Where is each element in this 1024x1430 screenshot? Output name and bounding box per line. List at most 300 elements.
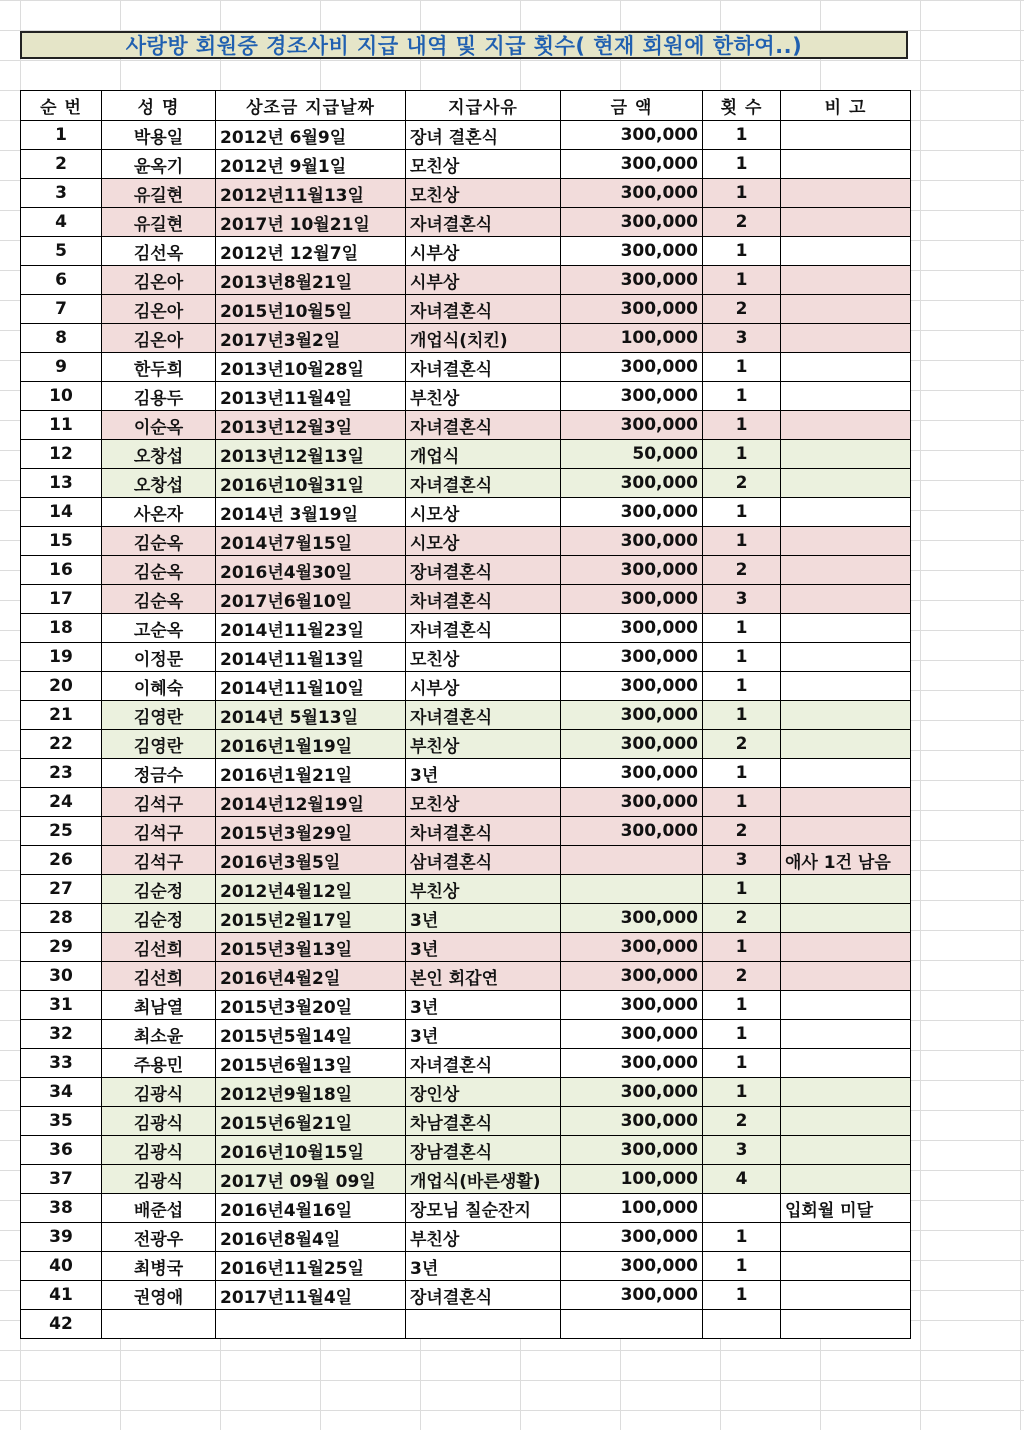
cell-no[interactable]: 41: [21, 1281, 102, 1310]
cell-no[interactable]: 10: [21, 382, 102, 411]
cell-note[interactable]: [781, 469, 911, 498]
cell-note[interactable]: [781, 266, 911, 295]
cell-amount[interactable]: 300,000: [561, 1078, 703, 1107]
cell-note[interactable]: [781, 1078, 911, 1107]
cell-name[interactable]: 김광식: [102, 1107, 216, 1136]
cell-note[interactable]: [781, 875, 911, 904]
cell-no[interactable]: 26: [21, 846, 102, 875]
cell-count[interactable]: 1: [703, 1049, 781, 1078]
cell-count[interactable]: 2: [703, 817, 781, 846]
cell-count[interactable]: 1: [703, 643, 781, 672]
cell-reason[interactable]: 3년: [406, 1020, 561, 1049]
cell-count[interactable]: 2: [703, 730, 781, 759]
cell-note[interactable]: [781, 991, 911, 1020]
cell-amount[interactable]: 300,000: [561, 382, 703, 411]
cell-name[interactable]: 박용일: [102, 121, 216, 150]
cell-note[interactable]: [781, 643, 911, 672]
cell-reason[interactable]: 차녀결혼식: [406, 585, 561, 614]
cell-reason[interactable]: 모친상: [406, 179, 561, 208]
cell-count[interactable]: 1: [703, 614, 781, 643]
cell-date[interactable]: 2012년 6월9일: [216, 121, 406, 150]
cell-date[interactable]: 2016년1월19일: [216, 730, 406, 759]
cell-date[interactable]: [216, 1310, 406, 1339]
cell-amount[interactable]: 300,000: [561, 266, 703, 295]
cell-amount[interactable]: 300,000: [561, 179, 703, 208]
cell-amount[interactable]: 300,000: [561, 353, 703, 382]
cell-date[interactable]: 2016년4월30일: [216, 556, 406, 585]
cell-reason[interactable]: 장인상: [406, 1078, 561, 1107]
cell-reason[interactable]: 장녀결혼식: [406, 556, 561, 585]
cell-amount[interactable]: 300,000: [561, 614, 703, 643]
cell-name[interactable]: 김광식: [102, 1165, 216, 1194]
cell-reason[interactable]: 3년: [406, 933, 561, 962]
cell-count[interactable]: 3: [703, 1136, 781, 1165]
cell-count[interactable]: 1: [703, 237, 781, 266]
cell-amount[interactable]: 300,000: [561, 1049, 703, 1078]
cell-name[interactable]: 김영란: [102, 730, 216, 759]
cell-date[interactable]: 2013년11월4일: [216, 382, 406, 411]
cell-reason[interactable]: 자녀결혼식: [406, 208, 561, 237]
cell-reason[interactable]: 본인 회갑연: [406, 962, 561, 991]
cell-name[interactable]: 김영란: [102, 701, 216, 730]
cell-note[interactable]: [781, 411, 911, 440]
cell-amount[interactable]: 100,000: [561, 1194, 703, 1223]
cell-amount[interactable]: 300,000: [561, 730, 703, 759]
cell-no[interactable]: 27: [21, 875, 102, 904]
cell-amount[interactable]: 300,000: [561, 1020, 703, 1049]
cell-no[interactable]: 12: [21, 440, 102, 469]
cell-reason[interactable]: 3년: [406, 1252, 561, 1281]
cell-note[interactable]: [781, 382, 911, 411]
cell-name[interactable]: 한두희: [102, 353, 216, 382]
cell-date[interactable]: 2017년 10월21일: [216, 208, 406, 237]
cell-count[interactable]: 1: [703, 991, 781, 1020]
cell-date[interactable]: 2015년2월17일: [216, 904, 406, 933]
cell-date[interactable]: 2014년11월10일: [216, 672, 406, 701]
cell-amount[interactable]: 300,000: [561, 788, 703, 817]
cell-count[interactable]: 4: [703, 1165, 781, 1194]
cell-no[interactable]: 29: [21, 933, 102, 962]
col-header-date[interactable]: 상조금 지급날짜: [216, 91, 406, 121]
cell-date[interactable]: 2015년6월13일: [216, 1049, 406, 1078]
cell-reason[interactable]: 장녀결혼식: [406, 1281, 561, 1310]
cell-note[interactable]: [781, 1252, 911, 1281]
cell-amount[interactable]: 300,000: [561, 295, 703, 324]
cell-amount[interactable]: 300,000: [561, 208, 703, 237]
cell-amount[interactable]: 300,000: [561, 1252, 703, 1281]
cell-amount[interactable]: 300,000: [561, 672, 703, 701]
cell-reason[interactable]: 시부상: [406, 266, 561, 295]
cell-name[interactable]: 이혜숙: [102, 672, 216, 701]
cell-note[interactable]: [781, 962, 911, 991]
cell-amount[interactable]: [561, 875, 703, 904]
cell-reason[interactable]: 장녀 결혼식: [406, 121, 561, 150]
cell-no[interactable]: 28: [21, 904, 102, 933]
cell-amount[interactable]: 100,000: [561, 324, 703, 353]
cell-name[interactable]: 김온아: [102, 266, 216, 295]
cell-date[interactable]: 2016년3월5일: [216, 846, 406, 875]
cell-note[interactable]: [781, 324, 911, 353]
cell-note[interactable]: 입회월 미달: [781, 1194, 911, 1223]
cell-no[interactable]: 37: [21, 1165, 102, 1194]
cell-date[interactable]: 2017년3월2일: [216, 324, 406, 353]
cell-date[interactable]: 2014년 3월19일: [216, 498, 406, 527]
cell-count[interactable]: 1: [703, 1078, 781, 1107]
cell-amount[interactable]: 300,000: [561, 991, 703, 1020]
cell-name[interactable]: 김온아: [102, 324, 216, 353]
cell-no[interactable]: 34: [21, 1078, 102, 1107]
cell-reason[interactable]: 개업식(치킨): [406, 324, 561, 353]
cell-date[interactable]: 2017년11월4일: [216, 1281, 406, 1310]
cell-note[interactable]: [781, 237, 911, 266]
cell-no[interactable]: 16: [21, 556, 102, 585]
cell-count[interactable]: 1: [703, 179, 781, 208]
cell-name[interactable]: 김석구: [102, 846, 216, 875]
cell-reason[interactable]: 차남결혼식: [406, 1107, 561, 1136]
cell-date[interactable]: 2016년4월16일: [216, 1194, 406, 1223]
cell-date[interactable]: 2012년4월12일: [216, 875, 406, 904]
cell-amount[interactable]: 300,000: [561, 556, 703, 585]
cell-name[interactable]: 김선희: [102, 933, 216, 962]
cell-name[interactable]: 김온아: [102, 295, 216, 324]
cell-name[interactable]: 최소윤: [102, 1020, 216, 1049]
cell-reason[interactable]: 자녀결혼식: [406, 614, 561, 643]
cell-no[interactable]: 14: [21, 498, 102, 527]
cell-amount[interactable]: 300,000: [561, 759, 703, 788]
cell-date[interactable]: 2014년11월13일: [216, 643, 406, 672]
cell-no[interactable]: 7: [21, 295, 102, 324]
cell-date[interactable]: 2017년 09월 09일: [216, 1165, 406, 1194]
cell-date[interactable]: 2012년11월13일: [216, 179, 406, 208]
cell-no[interactable]: 25: [21, 817, 102, 846]
cell-count[interactable]: 1: [703, 382, 781, 411]
cell-amount[interactable]: 300,000: [561, 150, 703, 179]
cell-amount[interactable]: 300,000: [561, 904, 703, 933]
cell-name[interactable]: [102, 1310, 216, 1339]
cell-note[interactable]: [781, 904, 911, 933]
cell-date[interactable]: 2015년3월20일: [216, 991, 406, 1020]
cell-reason[interactable]: 시모상: [406, 527, 561, 556]
cell-date[interactable]: 2014년 5월13일: [216, 701, 406, 730]
cell-date[interactable]: 2015년3월13일: [216, 933, 406, 962]
cell-no[interactable]: 33: [21, 1049, 102, 1078]
cell-count[interactable]: 2: [703, 469, 781, 498]
cell-name[interactable]: 이순옥: [102, 411, 216, 440]
cell-no[interactable]: 38: [21, 1194, 102, 1223]
cell-reason[interactable]: 부친상: [406, 875, 561, 904]
cell-reason[interactable]: 개업식(바른생활): [406, 1165, 561, 1194]
cell-no[interactable]: 11: [21, 411, 102, 440]
cell-no[interactable]: 17: [21, 585, 102, 614]
cell-count[interactable]: 1: [703, 121, 781, 150]
cell-amount[interactable]: 300,000: [561, 933, 703, 962]
cell-no[interactable]: 42: [21, 1310, 102, 1339]
cell-date[interactable]: 2013년10월28일: [216, 353, 406, 382]
cell-reason[interactable]: 자녀결혼식: [406, 469, 561, 498]
cell-note[interactable]: [781, 1020, 911, 1049]
cell-amount[interactable]: 300,000: [561, 1281, 703, 1310]
cell-note[interactable]: 애사 1건 남음: [781, 846, 911, 875]
cell-amount[interactable]: [561, 846, 703, 875]
cell-name[interactable]: 김광식: [102, 1136, 216, 1165]
cell-no[interactable]: 35: [21, 1107, 102, 1136]
cell-date[interactable]: 2012년 12월7일: [216, 237, 406, 266]
cell-reason[interactable]: 3년: [406, 904, 561, 933]
cell-no[interactable]: 18: [21, 614, 102, 643]
cell-reason[interactable]: 자녀결혼식: [406, 353, 561, 382]
cell-count[interactable]: 1: [703, 440, 781, 469]
cell-no[interactable]: 32: [21, 1020, 102, 1049]
cell-count[interactable]: 3: [703, 324, 781, 353]
cell-name[interactable]: 사온자: [102, 498, 216, 527]
cell-count[interactable]: [703, 1194, 781, 1223]
cell-no[interactable]: 40: [21, 1252, 102, 1281]
cell-count[interactable]: 1: [703, 788, 781, 817]
cell-no[interactable]: 6: [21, 266, 102, 295]
cell-no[interactable]: 21: [21, 701, 102, 730]
cell-name[interactable]: 유길현: [102, 208, 216, 237]
cell-amount[interactable]: 300,000: [561, 1223, 703, 1252]
col-header-name[interactable]: 성 명: [102, 91, 216, 121]
cell-no[interactable]: 24: [21, 788, 102, 817]
col-header-note[interactable]: 비 고: [781, 91, 911, 121]
cell-no[interactable]: 1: [21, 121, 102, 150]
cell-note[interactable]: [781, 179, 911, 208]
cell-date[interactable]: 2015년10월5일: [216, 295, 406, 324]
cell-no[interactable]: 23: [21, 759, 102, 788]
cell-amount[interactable]: 50,000: [561, 440, 703, 469]
cell-reason[interactable]: 장모님 칠순잔지: [406, 1194, 561, 1223]
cell-note[interactable]: [781, 614, 911, 643]
cell-name[interactable]: 김순옥: [102, 556, 216, 585]
cell-date[interactable]: 2012년9월18일: [216, 1078, 406, 1107]
cell-count[interactable]: 2: [703, 208, 781, 237]
cell-note[interactable]: [781, 672, 911, 701]
cell-note[interactable]: [781, 1107, 911, 1136]
cell-reason[interactable]: 부친상: [406, 730, 561, 759]
cell-name[interactable]: 김순옥: [102, 585, 216, 614]
cell-name[interactable]: 김선옥: [102, 237, 216, 266]
cell-count[interactable]: 2: [703, 295, 781, 324]
cell-name[interactable]: 고순옥: [102, 614, 216, 643]
cell-no[interactable]: 20: [21, 672, 102, 701]
cell-count[interactable]: 1: [703, 701, 781, 730]
cell-reason[interactable]: [406, 1310, 561, 1339]
cell-no[interactable]: 13: [21, 469, 102, 498]
cell-no[interactable]: 36: [21, 1136, 102, 1165]
cell-reason[interactable]: 시부상: [406, 237, 561, 266]
cell-amount[interactable]: 300,000: [561, 237, 703, 266]
cell-count[interactable]: 1: [703, 150, 781, 179]
cell-note[interactable]: [781, 933, 911, 962]
cell-no[interactable]: 9: [21, 353, 102, 382]
cell-no[interactable]: 22: [21, 730, 102, 759]
cell-count[interactable]: 2: [703, 962, 781, 991]
cell-note[interactable]: [781, 1165, 911, 1194]
cell-amount[interactable]: 300,000: [561, 962, 703, 991]
cell-count[interactable]: 1: [703, 1223, 781, 1252]
cell-count[interactable]: 1: [703, 353, 781, 382]
cell-note[interactable]: [781, 1281, 911, 1310]
cell-name[interactable]: 유길현: [102, 179, 216, 208]
cell-note[interactable]: [781, 527, 911, 556]
cell-no[interactable]: 39: [21, 1223, 102, 1252]
cell-count[interactable]: [703, 1310, 781, 1339]
cell-name[interactable]: 오창섭: [102, 440, 216, 469]
cell-count[interactable]: 2: [703, 556, 781, 585]
cell-note[interactable]: [781, 208, 911, 237]
cell-note[interactable]: [781, 701, 911, 730]
cell-no[interactable]: 2: [21, 150, 102, 179]
cell-count[interactable]: 1: [703, 1252, 781, 1281]
cell-note[interactable]: [781, 121, 911, 150]
cell-date[interactable]: 2017년6월10일: [216, 585, 406, 614]
cell-count[interactable]: 1: [703, 933, 781, 962]
cell-count[interactable]: 2: [703, 1107, 781, 1136]
cell-amount[interactable]: 300,000: [561, 817, 703, 846]
cell-reason[interactable]: 시모상: [406, 498, 561, 527]
cell-reason[interactable]: 모친상: [406, 788, 561, 817]
cell-name[interactable]: 윤옥기: [102, 150, 216, 179]
cell-note[interactable]: [781, 1223, 911, 1252]
cell-name[interactable]: 최남열: [102, 991, 216, 1020]
cell-name[interactable]: 김용두: [102, 382, 216, 411]
cell-date[interactable]: 2015년6월21일: [216, 1107, 406, 1136]
cell-note[interactable]: [781, 1136, 911, 1165]
cell-count[interactable]: 1: [703, 759, 781, 788]
cell-reason[interactable]: 장남결혼식: [406, 1136, 561, 1165]
cell-name[interactable]: 김순옥: [102, 527, 216, 556]
cell-name[interactable]: 김석구: [102, 817, 216, 846]
cell-reason[interactable]: 차녀결혼식: [406, 817, 561, 846]
cell-count[interactable]: 1: [703, 411, 781, 440]
cell-amount[interactable]: [561, 1310, 703, 1339]
cell-reason[interactable]: 자녀결혼식: [406, 1049, 561, 1078]
cell-reason[interactable]: 부친상: [406, 1223, 561, 1252]
cell-count[interactable]: 1: [703, 498, 781, 527]
cell-count[interactable]: 1: [703, 875, 781, 904]
cell-count[interactable]: 1: [703, 266, 781, 295]
cell-count[interactable]: 3: [703, 846, 781, 875]
cell-name[interactable]: 이정문: [102, 643, 216, 672]
cell-amount[interactable]: 100,000: [561, 1165, 703, 1194]
cell-note[interactable]: [781, 730, 911, 759]
cell-note[interactable]: [781, 295, 911, 324]
cell-count[interactable]: 3: [703, 585, 781, 614]
cell-note[interactable]: [781, 440, 911, 469]
cell-name[interactable]: 김선희: [102, 962, 216, 991]
cell-no[interactable]: 8: [21, 324, 102, 353]
cell-date[interactable]: 2016년10월31일: [216, 469, 406, 498]
cell-date[interactable]: 2016년11월25일: [216, 1252, 406, 1281]
cell-note[interactable]: [781, 498, 911, 527]
cell-date[interactable]: 2016년4월2일: [216, 962, 406, 991]
cell-amount[interactable]: 300,000: [561, 469, 703, 498]
cell-reason[interactable]: 모친상: [406, 643, 561, 672]
cell-date[interactable]: 2016년1월21일: [216, 759, 406, 788]
cell-date[interactable]: 2015년3월29일: [216, 817, 406, 846]
cell-name[interactable]: 오창섭: [102, 469, 216, 498]
cell-amount[interactable]: 300,000: [561, 498, 703, 527]
cell-note[interactable]: [781, 150, 911, 179]
cell-name[interactable]: 정금수: [102, 759, 216, 788]
cell-note[interactable]: [781, 585, 911, 614]
cell-name[interactable]: 김순정: [102, 875, 216, 904]
cell-name[interactable]: 김순정: [102, 904, 216, 933]
cell-name[interactable]: 권영애: [102, 1281, 216, 1310]
cell-date[interactable]: 2016년10월15일: [216, 1136, 406, 1165]
cell-name[interactable]: 김석구: [102, 788, 216, 817]
cell-date[interactable]: 2014년7월15일: [216, 527, 406, 556]
cell-reason[interactable]: 3년: [406, 759, 561, 788]
cell-count[interactable]: 2: [703, 904, 781, 933]
cell-amount[interactable]: 300,000: [561, 1107, 703, 1136]
cell-reason[interactable]: 자녀결혼식: [406, 411, 561, 440]
cell-name[interactable]: 배준섭: [102, 1194, 216, 1223]
cell-count[interactable]: 1: [703, 1281, 781, 1310]
cell-reason[interactable]: 자녀결혼식: [406, 295, 561, 324]
cell-count[interactable]: 1: [703, 527, 781, 556]
cell-note[interactable]: [781, 759, 911, 788]
cell-date[interactable]: 2013년8월21일: [216, 266, 406, 295]
cell-reason[interactable]: 개업식: [406, 440, 561, 469]
col-header-count[interactable]: 횟 수: [703, 91, 781, 121]
cell-note[interactable]: [781, 788, 911, 817]
cell-no[interactable]: 30: [21, 962, 102, 991]
cell-date[interactable]: 2015년5월14일: [216, 1020, 406, 1049]
cell-reason[interactable]: 3년: [406, 991, 561, 1020]
cell-amount[interactable]: 300,000: [561, 585, 703, 614]
cell-no[interactable]: 31: [21, 991, 102, 1020]
cell-no[interactable]: 5: [21, 237, 102, 266]
cell-amount[interactable]: 300,000: [561, 643, 703, 672]
cell-note[interactable]: [781, 556, 911, 585]
cell-date[interactable]: 2013년12월3일: [216, 411, 406, 440]
cell-note[interactable]: [781, 817, 911, 846]
cell-note[interactable]: [781, 353, 911, 382]
cell-reason[interactable]: 시부상: [406, 672, 561, 701]
col-header-amount[interactable]: 금 액: [561, 91, 703, 121]
cell-count[interactable]: 1: [703, 1020, 781, 1049]
cell-amount[interactable]: 300,000: [561, 1136, 703, 1165]
cell-name[interactable]: 김광식: [102, 1078, 216, 1107]
cell-amount[interactable]: 300,000: [561, 121, 703, 150]
cell-date[interactable]: 2013년12월13일: [216, 440, 406, 469]
cell-date[interactable]: 2014년11월23일: [216, 614, 406, 643]
cell-reason[interactable]: 자녀결혼식: [406, 701, 561, 730]
cell-date[interactable]: 2016년8월4일: [216, 1223, 406, 1252]
cell-amount[interactable]: 300,000: [561, 411, 703, 440]
col-header-reason[interactable]: 지급사유: [406, 91, 561, 121]
cell-amount[interactable]: 300,000: [561, 527, 703, 556]
cell-amount[interactable]: 300,000: [561, 701, 703, 730]
cell-reason[interactable]: 모친상: [406, 150, 561, 179]
cell-no[interactable]: 4: [21, 208, 102, 237]
cell-no[interactable]: 3: [21, 179, 102, 208]
cell-date[interactable]: 2014년12월19일: [216, 788, 406, 817]
cell-name[interactable]: 최병국: [102, 1252, 216, 1281]
cell-count[interactable]: 1: [703, 672, 781, 701]
cell-no[interactable]: 19: [21, 643, 102, 672]
cell-note[interactable]: [781, 1049, 911, 1078]
col-header-no[interactable]: 순 번: [21, 91, 102, 121]
cell-date[interactable]: 2012년 9월1일: [216, 150, 406, 179]
cell-reason[interactable]: 부친상: [406, 382, 561, 411]
cell-no[interactable]: 15: [21, 527, 102, 556]
cell-name[interactable]: 전광우: [102, 1223, 216, 1252]
cell-name[interactable]: 주용민: [102, 1049, 216, 1078]
cell-reason[interactable]: 삼녀결혼식: [406, 846, 561, 875]
